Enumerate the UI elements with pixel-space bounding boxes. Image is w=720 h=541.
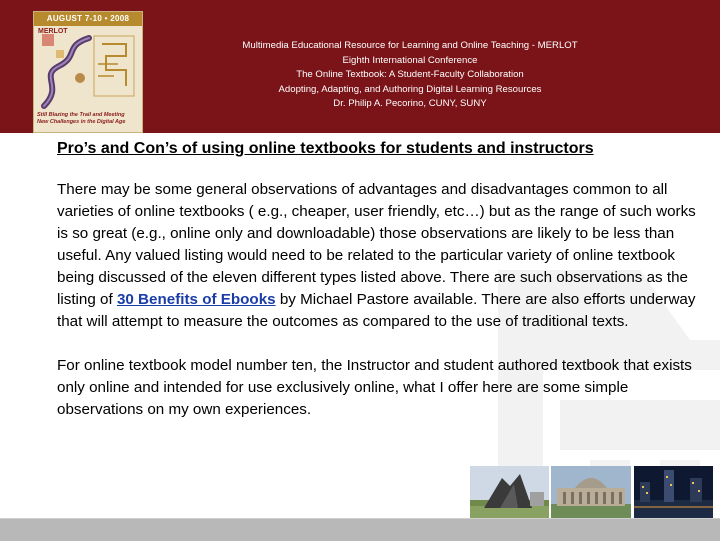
benefits-of-ebooks-link[interactable]: 30 Benefits of Ebooks bbox=[116, 291, 276, 308]
paragraph1-text-start: There may be some general observations of advantages and disadvantages common to all varieties of online textbooks ( e.g., cheaper, user friendly, etc…) but as the range of such works is so great (e.g., online only and downloadable) those observations are likely to be less than useful. Any valued listing would need to be related to the particular variety of online textbook being discussed of the eleven different types listed above. There are such observations as the listing of bbox=[57, 181, 696, 308]
logo-tagline bbox=[37, 112, 141, 126]
conference-title-block bbox=[150, 39, 670, 112]
section-heading: Pro’s and Con’s of using online textbooks for students and instructors bbox=[57, 140, 594, 157]
conference-edition: Eighth International Conference bbox=[342, 54, 478, 66]
paragraph-model-ten: For online textbook model number ten, the Instructor and student authored textbook that exists only online and intended for use exclusively online, what I offer here are some simple observations on my own experiences. bbox=[57, 357, 692, 418]
presentation-title: The Online Textbook: A Student-Faculty Collaboration bbox=[296, 69, 524, 81]
logo-tagline-line2: New Challenges in the Digital Age bbox=[37, 119, 126, 125]
photo-city-night bbox=[634, 466, 713, 518]
slide-content bbox=[57, 138, 697, 421]
logo-date-band: AUGUST 7-10 • 2008 bbox=[34, 12, 142, 26]
presentation-subtitle: Adopting, Adapting, and Authoring Digital Learning Resources bbox=[278, 83, 542, 95]
logo-brand-text: MERLOT bbox=[38, 28, 68, 35]
conference-name: Multimedia Educational Resource for Learning and Online Teaching - MERLOT bbox=[242, 40, 578, 51]
header-banner bbox=[0, 0, 720, 133]
footer-bar bbox=[0, 518, 720, 541]
paragraph-observations bbox=[57, 179, 697, 333]
trail-map-logo-art bbox=[34, 26, 142, 110]
photo-campus-dome bbox=[551, 466, 631, 518]
conference-logo bbox=[33, 11, 143, 133]
presenter-name: Dr. Philip A. Pecorino, CUNY, SUNY bbox=[333, 98, 487, 110]
logo-tagline-line1: Still Blazing the Trail and Meeting bbox=[37, 112, 125, 118]
photo-sculpture bbox=[470, 466, 549, 518]
paragraph1-text-end: by Michael Pastore available. There are also efforts underway that will attempt to measure the outcomes as compared to the use of traditional texts. bbox=[57, 291, 696, 330]
